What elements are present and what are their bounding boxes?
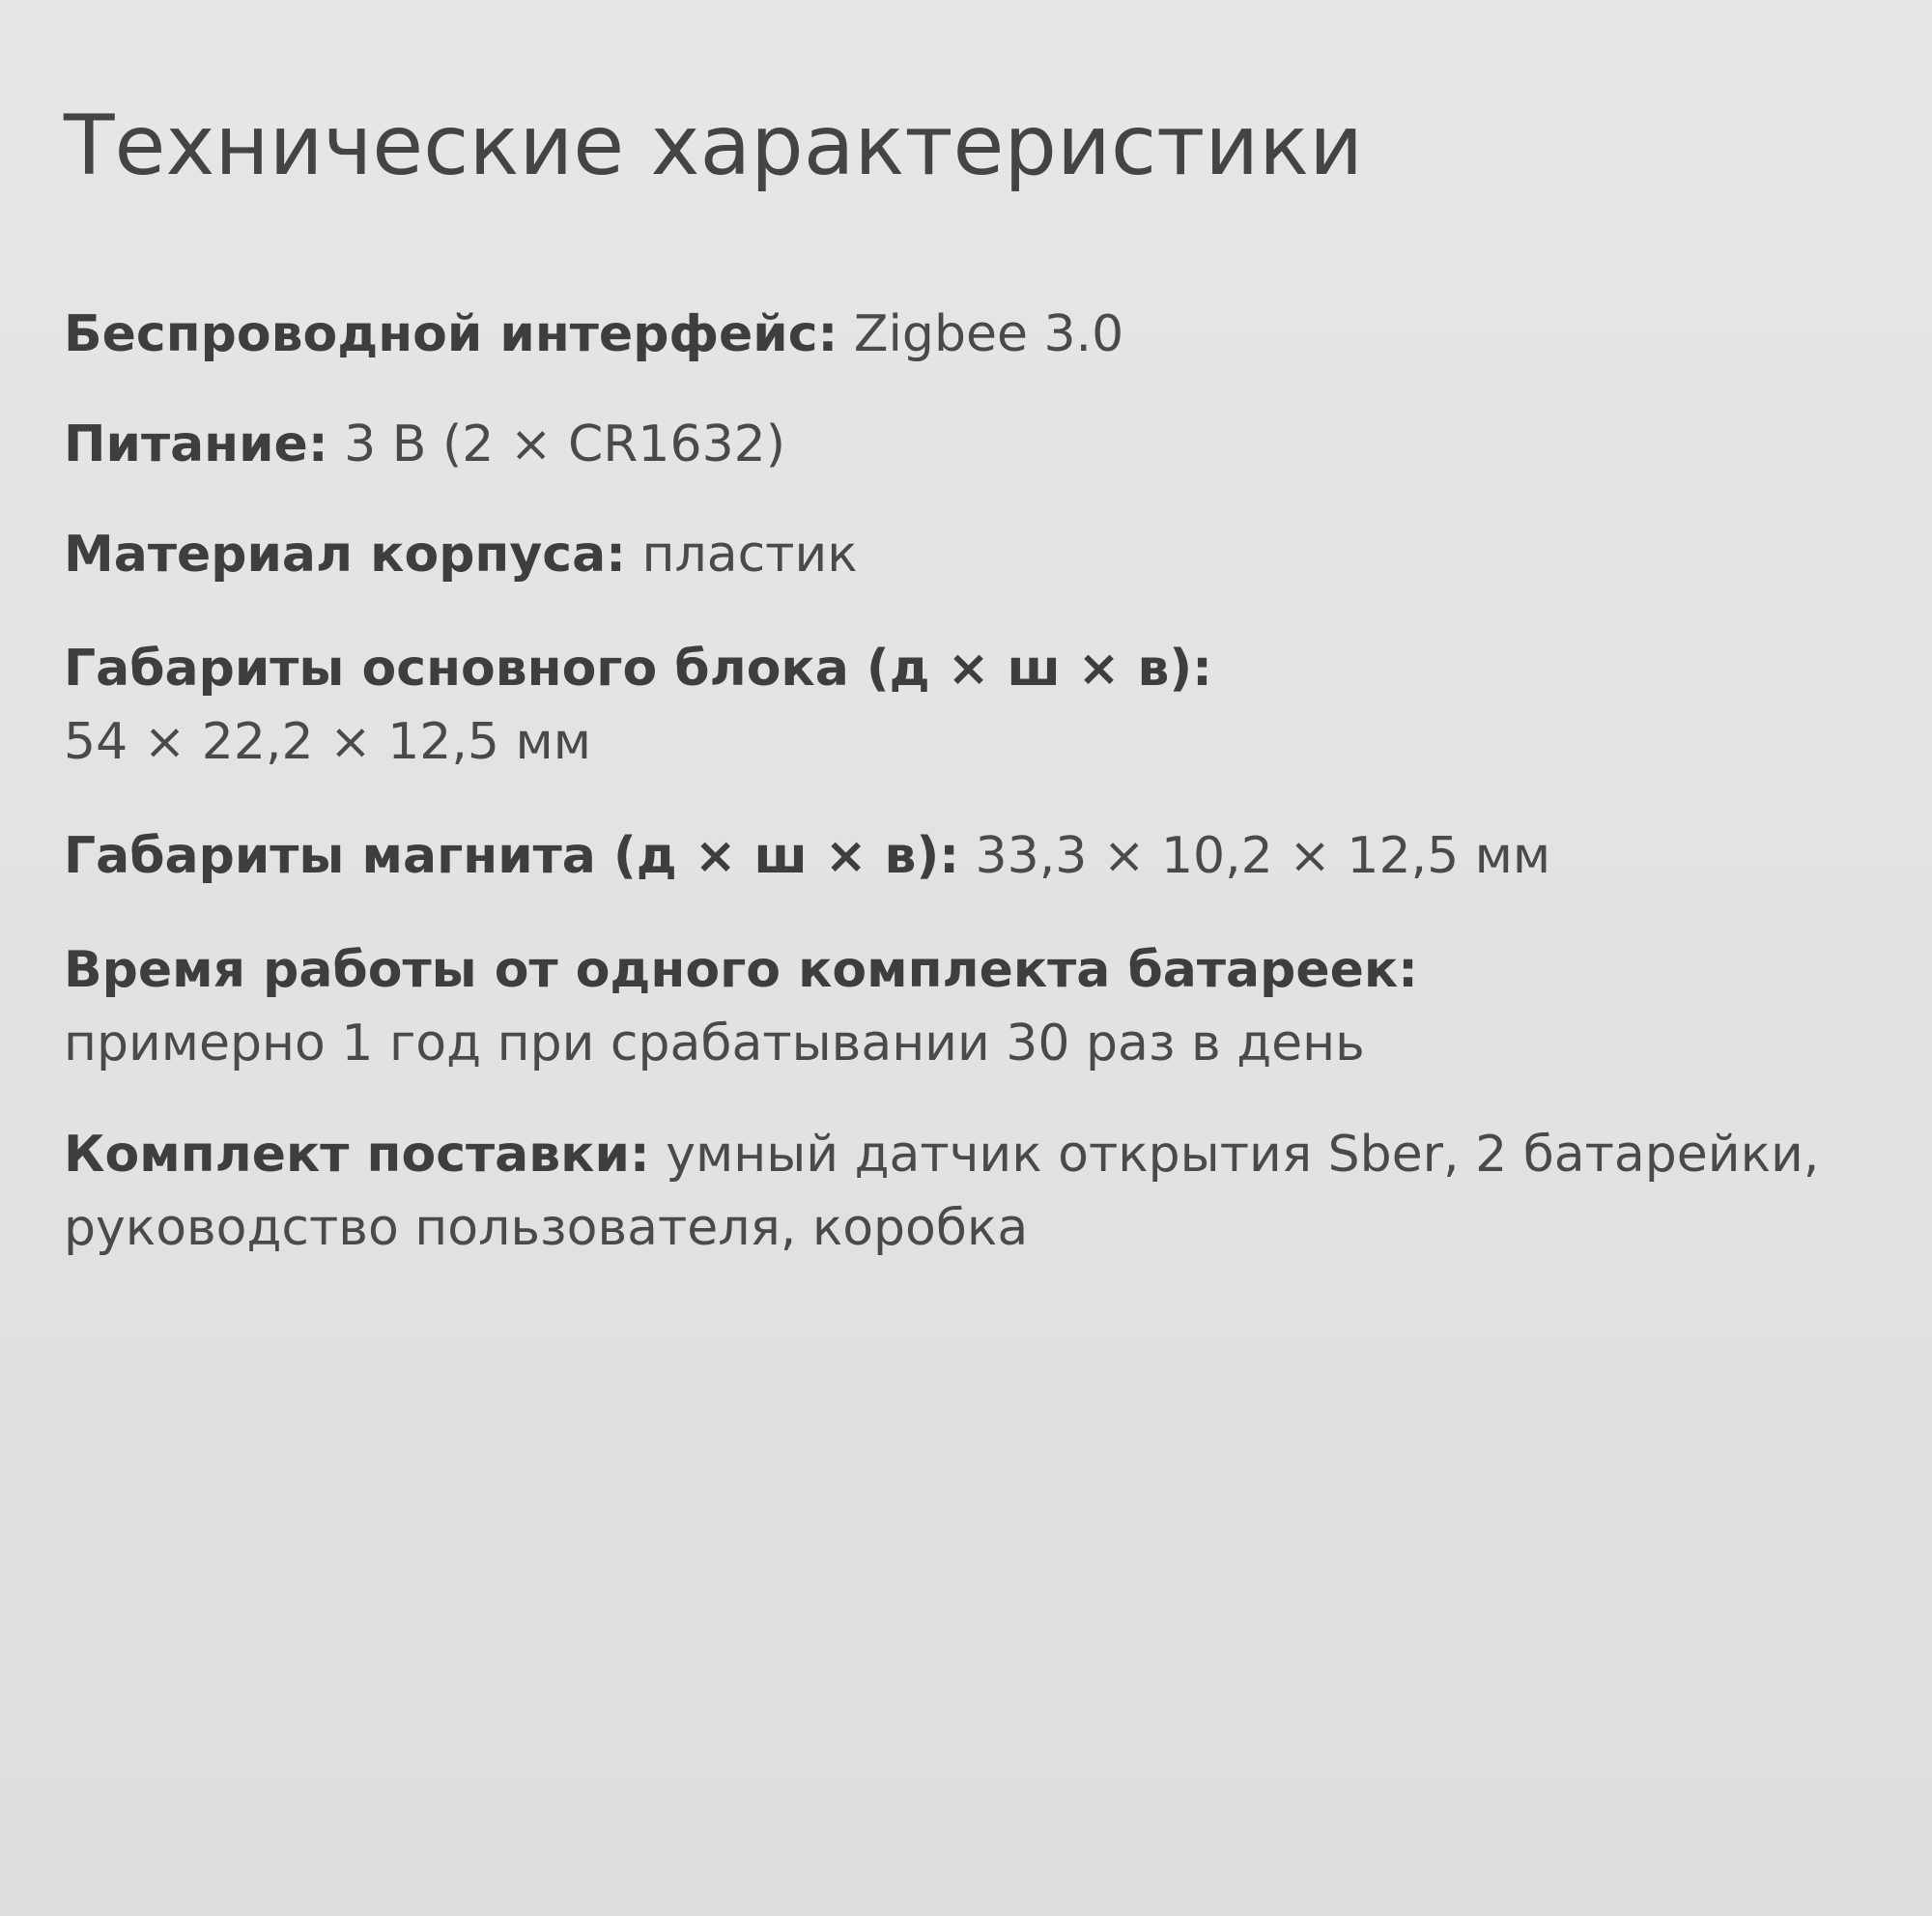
spec-battery-life (64, 933, 1899, 1080)
spec-label: Габариты основного блока (д × ш × в): (64, 640, 1212, 698)
spec-value: умный датчик открытия Sber, 2 батарейки, руководство пользователя, коробка (64, 1126, 1820, 1257)
spec-value: 54 × 22,2 × 12,5 мм (64, 713, 591, 771)
spec-power (64, 408, 1899, 481)
spec-label: Время работы от одного комплекта батареек: (64, 941, 1418, 999)
page-title: Технические характеристики (64, 98, 1363, 194)
spec-value: 33,3 × 10,2 × 12,5 мм (975, 827, 1551, 885)
spec-label: Габариты магнита (д × ш × в): (64, 827, 960, 885)
spec-value: 3 В (2 × CR1632) (344, 415, 786, 473)
spec-label: Питание: (64, 415, 328, 473)
spec-value: примерно 1 год при срабатывании 30 раз в день (64, 1015, 1365, 1072)
spec-package-contents (64, 1118, 1899, 1265)
spec-value: пластик (641, 526, 858, 584)
spec-label: Комплект поставки: (64, 1126, 650, 1184)
spec-magnet-dimensions (64, 819, 1899, 893)
spec-wireless-interface (64, 298, 1899, 371)
spec-label: Материал корпуса: (64, 526, 626, 584)
spec-label: Беспроводной интерфейс: (64, 305, 838, 363)
spec-main-unit-dimensions (64, 632, 1899, 779)
spec-housing-material (64, 518, 1899, 591)
spec-value: Zigbee 3.0 (853, 305, 1124, 363)
